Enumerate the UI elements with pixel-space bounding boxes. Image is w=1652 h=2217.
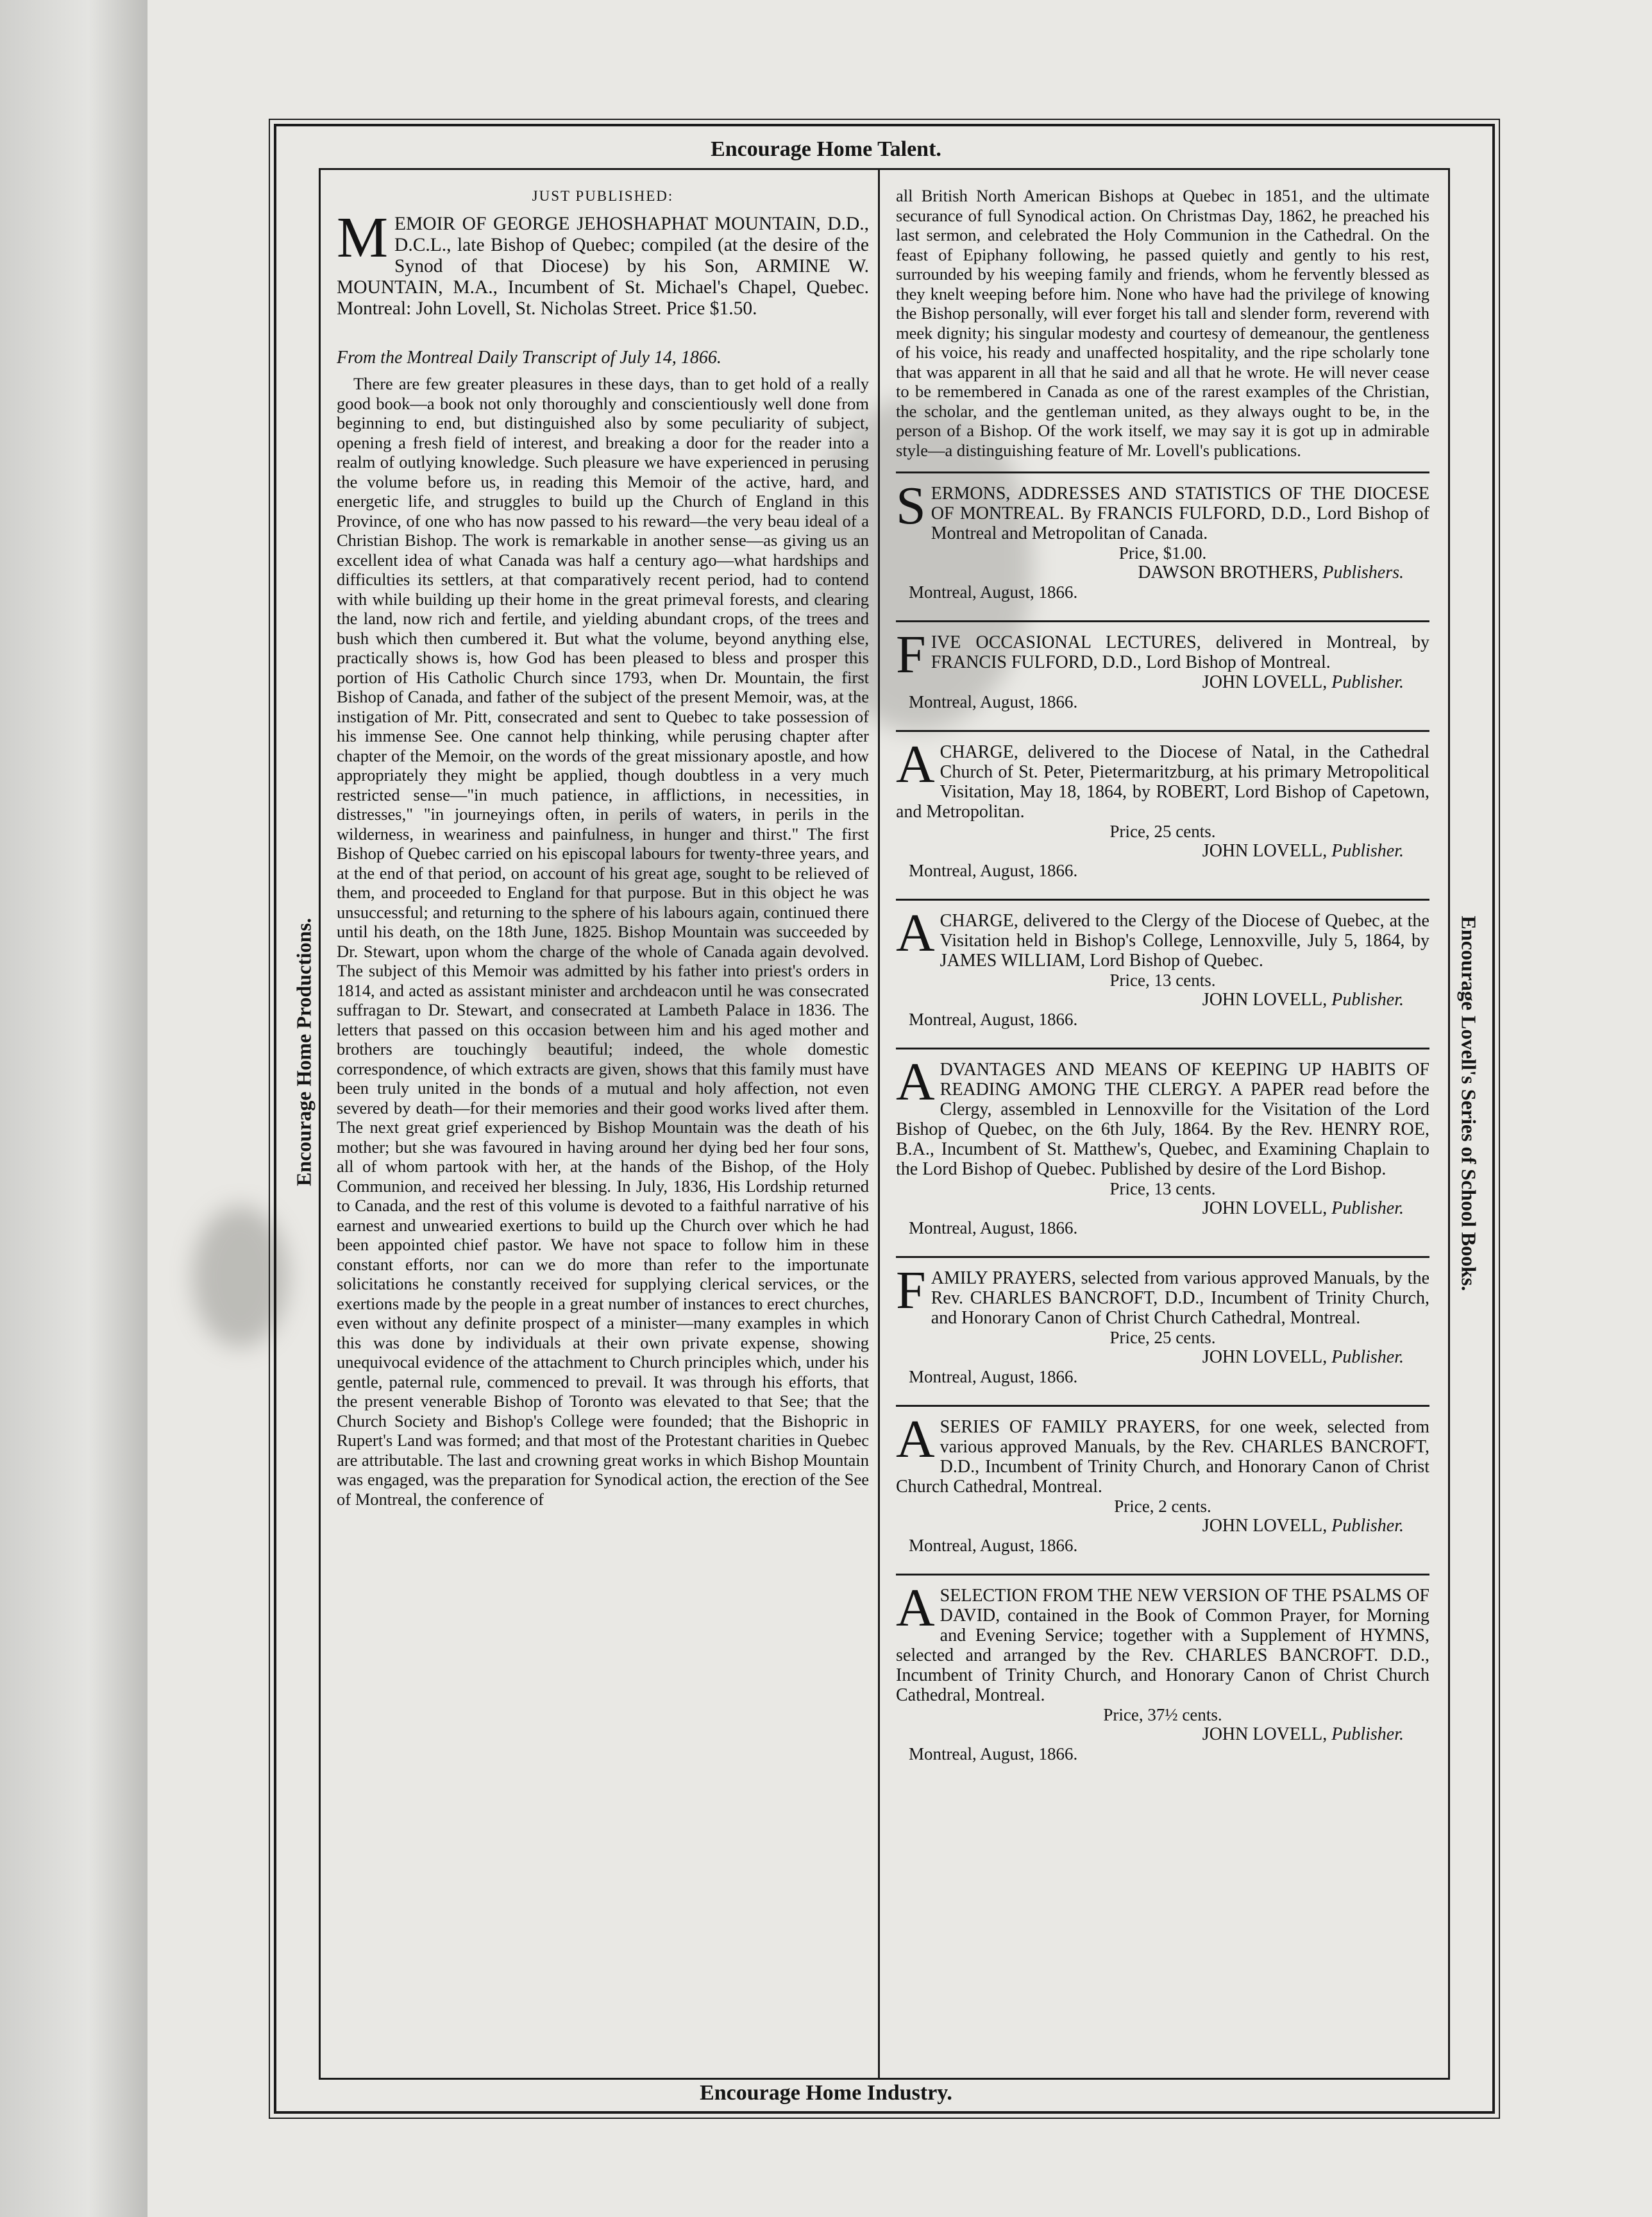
publisher-name: JOHN LOVELL, xyxy=(1202,1198,1328,1218)
dropcap: S xyxy=(896,476,926,536)
ad-dateline: Montreal, August, 1866. xyxy=(909,1744,1078,1763)
ad-publisher xyxy=(896,841,1429,861)
publisher-name: DAWSON BROTHERS, xyxy=(1138,563,1319,582)
left-column xyxy=(337,186,869,1509)
publisher-role: Publisher. xyxy=(1331,841,1404,861)
advertisement xyxy=(896,1256,1429,1393)
ad-publisher xyxy=(896,1347,1429,1367)
ad-publisher xyxy=(896,563,1429,582)
publisher-role: Publisher. xyxy=(1331,1198,1404,1218)
ad-title xyxy=(896,1261,1429,1328)
advertisement xyxy=(896,1405,1429,1562)
ad-publisher xyxy=(896,1724,1429,1744)
dropcap: F xyxy=(896,625,926,684)
ad-price: Price, $1.00. xyxy=(1118,543,1207,563)
ad-title xyxy=(896,476,1429,543)
ad-price: Price, 25 cents. xyxy=(1109,822,1216,841)
dropcap: M xyxy=(337,206,389,269)
ad-text: IVE OCCASIONAL LECTURES, delivered in Montreal, by FRANCIS FULFORD, D.D., Lord Bishop of Montreal. xyxy=(931,633,1429,672)
right-column xyxy=(896,186,1429,1771)
memoir-title-text: EMOIR OF GEORGE JEHOSHAPHAT MOUNTAIN, D.D., D.C.L., late Bishop of Quebec; compiled (at the desire of the Synod of that Diocese) by his Son, ARMINE W. MOUNTAIN, M.A., Incumbent of St. Michael's Chapel, Quebec. Montreal: John Lovell, St. Nicholas Street. Price $1.50. xyxy=(337,214,869,319)
ad-dateline: Montreal, August, 1866. xyxy=(909,582,1078,602)
publisher-name: JOHN LOVELL, xyxy=(1202,990,1328,1010)
ad-price: Price, 37½ cents. xyxy=(1103,1705,1222,1724)
publisher-role: Publishers. xyxy=(1322,563,1404,582)
publisher-role: Publisher. xyxy=(1331,1724,1404,1744)
ad-text: CHARGE, delivered to the Clergy of the Diocese of Quebec, at the Visitation held in Bishop's College, Lennoxville, July 5, 1864, by JAMES WILLIAM, Lord Bishop of Quebec. xyxy=(940,911,1429,971)
advertisement xyxy=(896,730,1429,887)
publisher-name: JOHN LOVELL, xyxy=(1202,841,1328,861)
publisher-name: JOHN LOVELL, xyxy=(1202,672,1328,692)
memoir-title xyxy=(337,206,869,319)
publisher-role: Publisher. xyxy=(1331,1347,1404,1367)
ad-title xyxy=(896,1409,1429,1497)
dropcap: A xyxy=(896,735,935,794)
top-banner: Encourage Home Talent. xyxy=(711,137,941,161)
advertisement xyxy=(896,471,1429,609)
right-banner: Encourage Lovell's Series of School Books. xyxy=(1457,915,1481,1291)
publisher-role: Publisher. xyxy=(1331,672,1404,692)
memoir-review-continued: all British North American Bishops at Quebec in 1851, and the ultimate securance of full Synodical action. On Christmas Day, 1862, he preached his last sermon, and celebrated the Holy Communion in the Cathedral. On the feast of Epiphany following, he passed quietly and gently to his rest, surrounded by his weeping family and friends, whom he fervently blessed as they knelt weeping before him. None who have had the privilege of knowing the Bishop personally, will ever forget his tall and slender form, reverend with meek dignity; his singular modesty and courtesy of demeanour, the gentleness of his voice, his ready and unaffected hospitality, and the ripe scholarly tone that was apparent in all that he said and all that he wrote. He will never cease to be remembered in Canada as one of the rarest examples of the Christian, the scholar, and the gentleman united, as they always ought to be, in the person of a Bishop. Of the work itself, we may say it is got up in admirable style—a distinguishing feature of Mr. Lovell's publications. xyxy=(896,186,1429,460)
advertisement xyxy=(896,899,1429,1036)
ad-title xyxy=(896,903,1429,971)
ad-title xyxy=(896,735,1429,822)
dropcap: A xyxy=(896,1409,935,1469)
ad-price: Price, 13 cents. xyxy=(1109,1179,1216,1198)
column-divider xyxy=(878,168,880,2078)
dropcap: A xyxy=(896,1578,935,1638)
dropcap: A xyxy=(896,903,935,963)
ad-dateline: Montreal, August, 1866. xyxy=(909,1367,1078,1386)
ad-publisher xyxy=(896,990,1429,1010)
left-banner: Encourage Home Productions. xyxy=(292,917,316,1187)
ad-dateline: Montreal, August, 1866. xyxy=(909,1218,1078,1237)
ad-price: Price, 2 cents. xyxy=(1114,1497,1211,1516)
publisher-name: JOHN LOVELL, xyxy=(1202,1724,1328,1744)
ad-text: AMILY PRAYERS, selected from various approved Manuals, by the Rev. CHARLES BANCROFT, D.D., Incumbent of Trinity Church, and Honorary Canon of Christ Church Cathedral, Montreal. xyxy=(931,1268,1429,1328)
ad-publisher xyxy=(896,1516,1429,1536)
ad-text: SERIES OF FAMILY PRAYERS, for one week, selected from various approved Manuals, by the Rev. CHARLES BANCROFT, D.D., Incumbent of Trinity Church, and Honorary Canon of Christ Church Cathedral, Montreal. xyxy=(896,1417,1429,1497)
bottom-banner: Encourage Home Industry. xyxy=(700,2081,952,2105)
ad-text: DVANTAGES AND MEANS OF KEEPING UP HABITS OF READING AMONG THE CLERGY. A PAPER read before the Clergy, assembled in Lennoxville for the Visitation of the Lord Bishop of Quebec, on the 6th July, 1864. By the Rev. HENRY ROE, B.A., Incumbent of St. Matthew's, Quebec, and Examining Chaplain to the Lord Bishop of Quebec. Published by desire of the Lord Bishop. xyxy=(896,1060,1429,1179)
ad-text: SELECTION FROM THE NEW VERSION OF THE PSALMS OF DAVID, contained in the Book of Common Prayer, for Morning and Evening Service; together with a Supplement of HYMNS, selected and arranged by the Rev. CHARLES BANCROFT. D.D., Incumbent of Trinity Church, and Honorary Canon of Christ Church Cathedral, Montreal. xyxy=(896,1586,1429,1705)
advertisement xyxy=(896,1048,1429,1244)
ad-dateline: Montreal, August, 1866. xyxy=(909,1536,1078,1555)
ad-dateline: Montreal, August, 1866. xyxy=(909,861,1078,880)
memoir-review-text: There are few greater pleasures in these days, than to get hold of a really good book—a book not only thoroughly and conscientiously well done from beginning to end, but distinguished also by some peculiarity of subject, opening a fresh field of interest, and breaking a door for the reader into a realm of outlying knowledge. Such pleasure we have experienced in perusing the volume before us, in reading this Memoir of the active, hard, and energetic life, and struggles to build up the Church of England in this Province, of one who has now passed to his reward—the very beau ideal of a Christian Bishop. The work is remarkable in another sense—as giving us an excellent idea of what Canada was half a century ago—what hardships and difficulties its settlers, at that comparatively recent period, had to contend with while building up their home in the great primeval forests, and clearing the land, now rich and fertile, and yielding abundant crops, of the trees and bush which then cumbered it. But what the volume, beyond anything else, practically shows is, how God has been pleased to bless and prosper this portion of His Catholic Church since 1793, when Dr. Mountain, the first Bishop of Canada, and father of the subject of the present Memoir, was, at the instigation of Mr. Pitt, consecrated and sent to Quebec to take possession of his immense See. One cannot help thinking, while perusing chapter after chapter of the Memoir, on the words of the great missionary apostle, and how appropriately they might be applied, though doubtless in a very much restricted sense—"in much patience, in afflictions, in necessities, in distresses," "in journeyings often, in perils of waters, in perils in the wilderness, in weariness and painfulness, in hunger and thirst." The first Bishop of Quebec carried on his episcopal labours for twenty-three years, and at the end of that period, on account of his great age, sought to be relieved of them, and proceeded to England for that purpose. But in this object he was unsuccessful; and returning to the sphere of his labours again, continued there until his death, on the 18th June, 1825. Bishop Mountain was succeeded by Dr. Stewart, upon whom the charge of the whole of Canada again devolved. The subject of this Memoir was admitted by his father into priest's orders in 1814, and acted as assistant minister and archdeacon until he was consecrated suffragan to Dr. Stewart, and consecrated at Lambeth Palace in 1836. The letters that passed on this occasion between him and his aged mother and brothers are touchingly beautiful; indeed, the whole domestic correspondence, of which extracts are given, shows that this family must have been truly united in the bonds of a mutual and holy affection, not even severed by death—for their memories and their good works lived after them. The next great grief experienced by Bishop Mountain was the death of his mother; but she was favoured in having around her dying bed her four sons, all of whom partook with her, at the hands of the Bishop, of the Holy Communion, and received her blessing. In July, 1836, His Lordship returned to Canada, and the rest of this volume is devoted to a faithful narrative of his earnest and unwearied exertions to build up the Church over which he had been appointed chief pastor. We have not space to follow him in these constant efforts, nor can we do more than refer to the importunate solicitations he constantly received for supplying clerical services, or the exertions made by the people in a great number of instances to erect churches, even without any definite prospect of a minister—many examples in which this was done by individuals at their own private expense, showing unequivocal evidence of the attachment to Church principles which, under his gentle, paternal rule, commenced to prevail. It was through his efforts, that the present venerable Bishop of Toronto was elevated to that See; that the Church Society and Bishop's College were founded; that the Bishopric in Rupert's Land was formed; and that most of the Protestant charities in Quebec are attributable. The last and crowning great works in which Bishop Mountain was engaged, was the preparation for Synodical action, the erection of the See of Montreal, the conference of xyxy=(337,374,869,1509)
advertisement xyxy=(896,620,1429,718)
page-spine-shadow xyxy=(0,0,148,2217)
ad-title xyxy=(896,1052,1429,1179)
ad-publisher xyxy=(896,1198,1429,1218)
ad-text: CHARGE, delivered to the Diocese of Natal, in the Cathedral Church of St. Peter, Pietermaritzburg, at his primary Metropolitical Visitation, May 18, 1864, by ROBERT, Lord Bishop of Capetown, and Metropolitan. xyxy=(896,742,1429,822)
publisher-name: JOHN LOVELL, xyxy=(1202,1347,1328,1367)
ad-text: ERMONS, ADDRESSES AND STATISTICS OF THE DIOCESE OF MONTREAL. By FRANCIS FULFORD, D.D., Lord Bishop of Montreal and Metropolitan of Canada. xyxy=(931,484,1429,543)
dropcap: F xyxy=(896,1261,926,1320)
publisher-name: JOHN LOVELL, xyxy=(1202,1516,1328,1536)
publisher-role: Publisher. xyxy=(1331,990,1404,1010)
ad-dateline: Montreal, August, 1866. xyxy=(909,1010,1078,1029)
ad-price: Price, 13 cents. xyxy=(1109,971,1216,990)
advertisement-list xyxy=(896,471,1429,1771)
ad-publisher xyxy=(896,672,1429,692)
ad-dateline: Montreal, August, 1866. xyxy=(909,692,1078,711)
publisher-role: Publisher. xyxy=(1331,1516,1404,1536)
ad-title xyxy=(896,1578,1429,1705)
transcript-heading: From the Montreal Daily Transcript of July 14, 1866. xyxy=(337,348,721,368)
ad-price: Price, 25 cents. xyxy=(1109,1328,1216,1347)
just-published-label: JUST PUBLISHED: xyxy=(532,188,674,204)
advertisement xyxy=(896,1574,1429,1771)
dropcap: A xyxy=(896,1052,935,1112)
